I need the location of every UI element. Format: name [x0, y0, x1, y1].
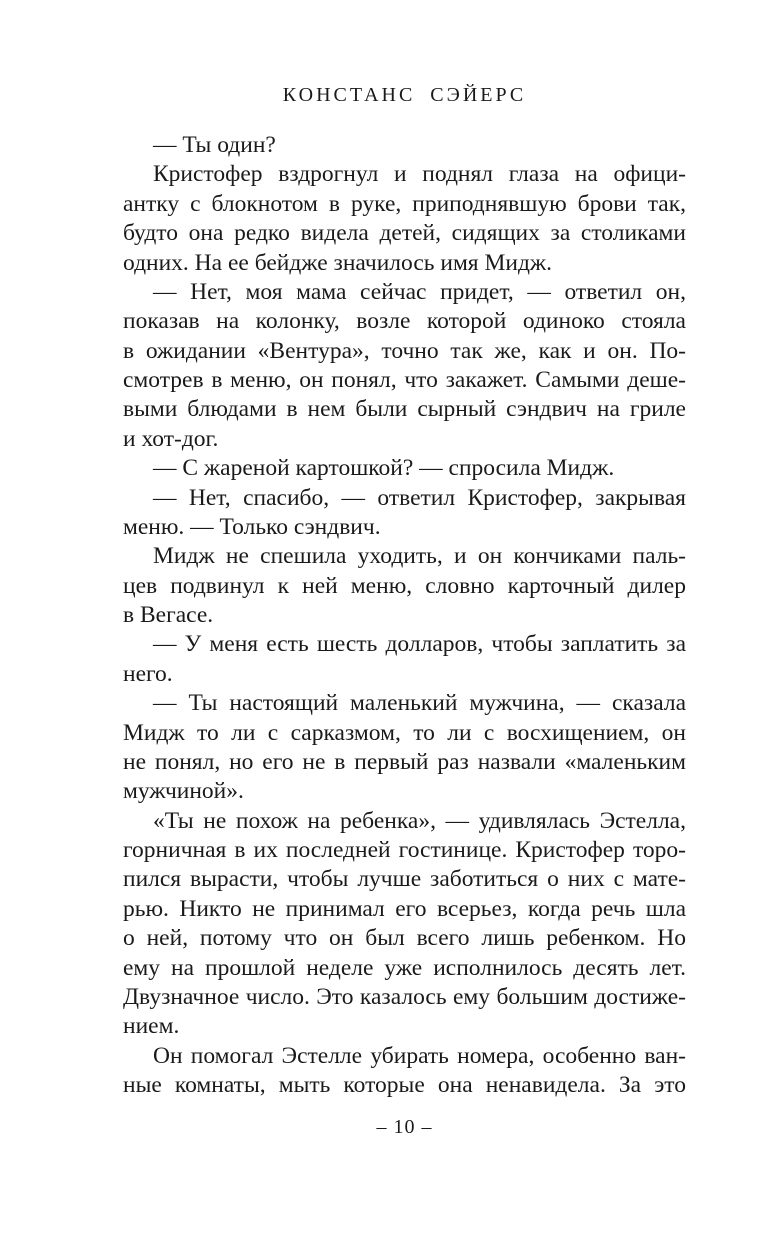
text-line: горничная в их последней гостинице. Кристофер торо- [123, 837, 686, 863]
text-line: Кристофер вздрогнул и поднял глаза на офици- [153, 161, 686, 188]
text-line: одних. На ее бейдже значилось имя Мидж. [123, 249, 553, 276]
text-line: Мидж не спешила уходить, и он кончиками паль- [153, 543, 686, 570]
paragraph [123, 278, 686, 454]
text-line: — Ты настоящий маленький мужчина, — сказала [153, 690, 686, 717]
text-line: показав на колонку, возле которой одиноко стояла [123, 308, 686, 335]
text-line: мужчиной». [123, 778, 244, 805]
text-line: — С жареной картошкой? — спросила Мидж. [153, 455, 615, 482]
text-line: — Нет, спасибо, — ответил Кристофер, закрывая [153, 484, 686, 511]
text-line: — Ты один? [153, 132, 276, 158]
running-title: КОНСТАНС СЭЙЕРС [282, 84, 527, 106]
text-line: — Нет, моя мама сейчас придет, — ответил он, [153, 278, 686, 305]
text-line: смотрев в меню, он понял, что закажет. Самыми деше- [123, 367, 686, 393]
text-line: «Ты не похож на ребенка», — удивлялась Эстелла, [153, 807, 686, 834]
paragraph [123, 131, 686, 160]
text-line: — У меня есть шесть долларов, чтобы заплатить за [153, 631, 686, 658]
paragraph [123, 689, 686, 807]
text-line: ему на прошлой неделе уже исполнилось десять лет. [123, 954, 686, 981]
text-line: него. [123, 660, 173, 687]
text-line: и хот-дог. [123, 425, 219, 452]
text-line: выми блюдами в нем были сырный сэндвич на гриле [123, 396, 686, 423]
paragraph [123, 454, 686, 483]
text-line: Мидж то ли с сарказмом, то ли с восхищением, он [123, 719, 686, 746]
text-line: в Вегасе. [123, 602, 214, 628]
text-line: в ожидании «Вентура», точно так же, как и он. По- [123, 337, 686, 364]
body-text [123, 131, 686, 1100]
text-line: будто она редко видела детей, сидящих за столиками [123, 220, 686, 247]
paragraph [123, 1042, 686, 1101]
text-line: пился вырасти, чтобы лучше заботиться о них с мате- [123, 866, 686, 893]
paragraph [123, 630, 686, 689]
paragraph [123, 484, 686, 543]
text-line: нием. [123, 1013, 180, 1040]
text-line: ные комнаты, мыть которые она ненавидела. За это [123, 1072, 686, 1098]
text-line: не понял, но его не в первый раз назвали «маленьким [123, 748, 686, 775]
text-line: цев подвинул к ней меню, словно карточный дилер [123, 572, 686, 599]
page-number: – 10 – [376, 1116, 433, 1138]
paragraph [123, 160, 686, 278]
text-line: рью. Никто не принимал его всерьез, когда речь шла [123, 895, 686, 922]
text-line: Он помогал Эстелле убирать номера, особенно ван- [153, 1042, 686, 1069]
paragraph [123, 807, 686, 1042]
text-line: Двузначное число. Это казалось ему большим достиже- [123, 983, 686, 1010]
text-line: антку с блокнотом в руке, приподнявшую брови так, [123, 190, 686, 217]
paragraph [123, 542, 686, 630]
text-line: о ней, потому что он был всего лишь ребенком. Но [123, 925, 686, 952]
text-line: меню. — Только сэндвич. [123, 513, 381, 540]
